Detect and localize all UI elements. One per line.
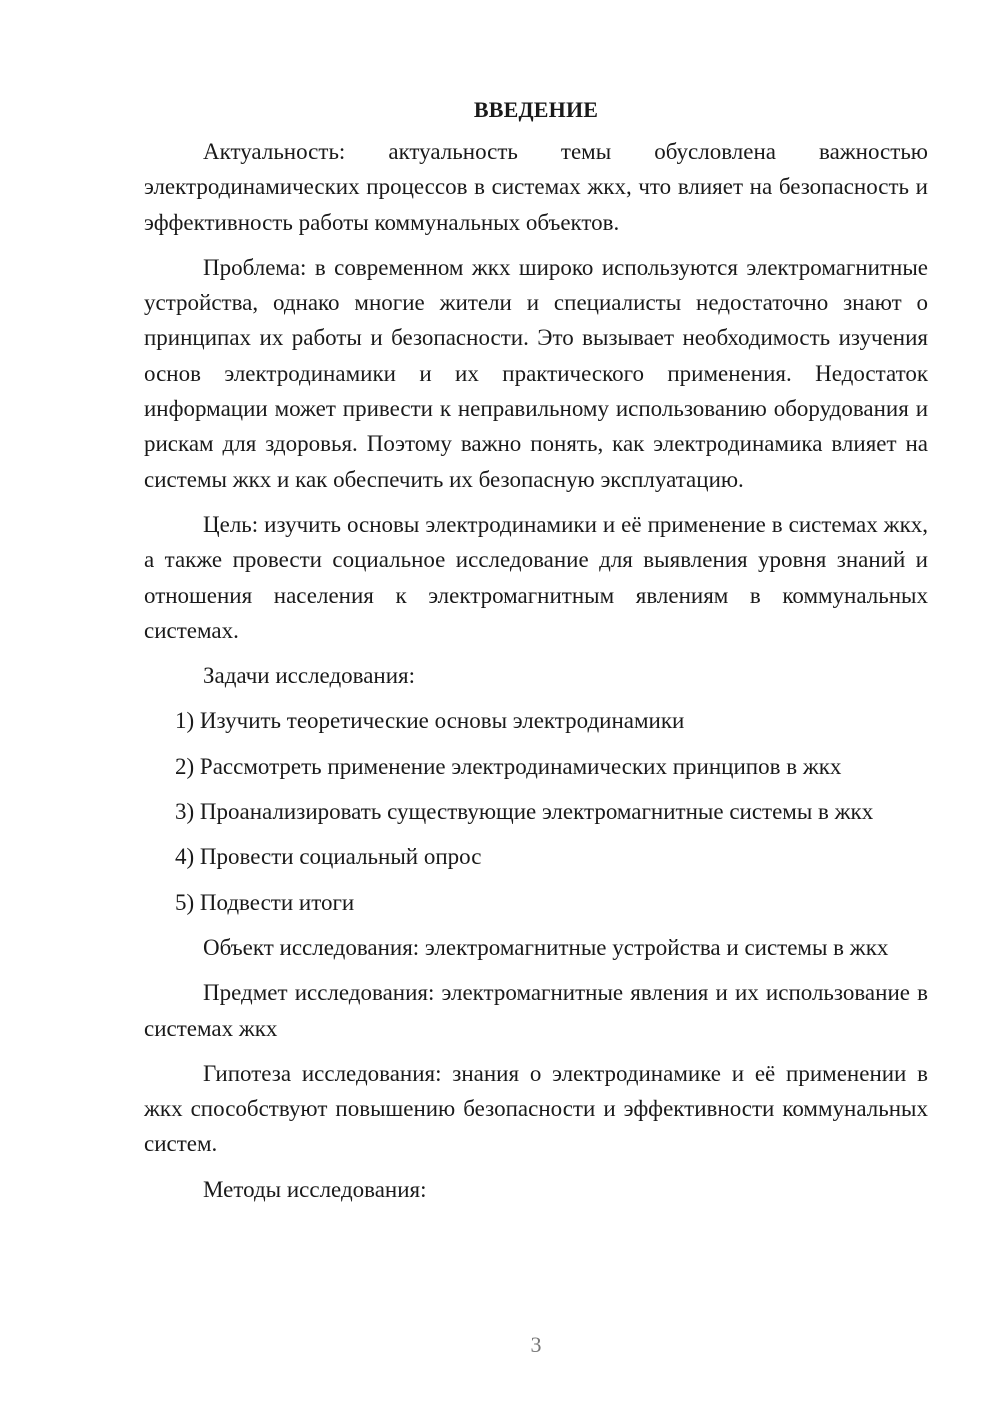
document-page: [144, 92, 928, 1217]
page-number: 3: [530, 1332, 542, 1357]
task-item-4: 4) Провести социальный опрос: [175, 844, 482, 870]
relevance-paragraph: Актуальность: актуальность темы обусловлена важностью электродинамических процессов в системах жкх, что влияет на безопасность и эффективность работы коммунальных объектов.: [144, 139, 928, 235]
object-paragraph: Объект исследования: электромагнитные устройства и системы в жкх: [203, 934, 889, 960]
task-item-2: 2) Рассмотреть применение электродинамических принципов в жкх: [175, 753, 842, 779]
subject-paragraph: Предмет исследования: электромагнитные явления и их использование в системах жкх: [144, 980, 928, 1041]
hypothesis-paragraph: Гипотеза исследования: знания о электродинамике и её применении в жкх способствуют повышению безопасности и эффективности коммунальных систем.: [144, 1060, 928, 1157]
task-item-1: 1) Изучить теоретические основы электродинамики: [175, 708, 685, 734]
section-heading: ВВЕДЕНИЕ: [473, 97, 599, 122]
methods-title: Методы исследования:: [203, 1176, 427, 1202]
task-item-3: 3) Проанализировать существующие электромагнитные системы в жкх: [175, 799, 874, 825]
tasks-title: Задачи исследования:: [203, 663, 416, 689]
tasks-list: [144, 703, 928, 919]
task-item-5: 5) Подвести итоги: [175, 889, 355, 915]
problem-paragraph: Проблема: в современном жкх широко используются электромагнитные устройства, однако многие жители и специалисты недостаточно знают о принципах их работы и безопасности. Это вызывает необходимость изучения основ электродинамики и их практического применения. Недостаток информации может привести к неправильному использованию оборудования и рискам для здоровья. Поэтому важно понять, как электродинамика влияет на системы жкх и как обеспечить их безопасную эксплуатацию.: [144, 254, 928, 492]
goal-paragraph: Цель: изучить основы электродинамики и её применение в системах жкх, а также провести социальное исследование для выявления уровня знаний и отношения населения к электромагнитным явлениям в коммунальных системах.: [144, 511, 928, 643]
